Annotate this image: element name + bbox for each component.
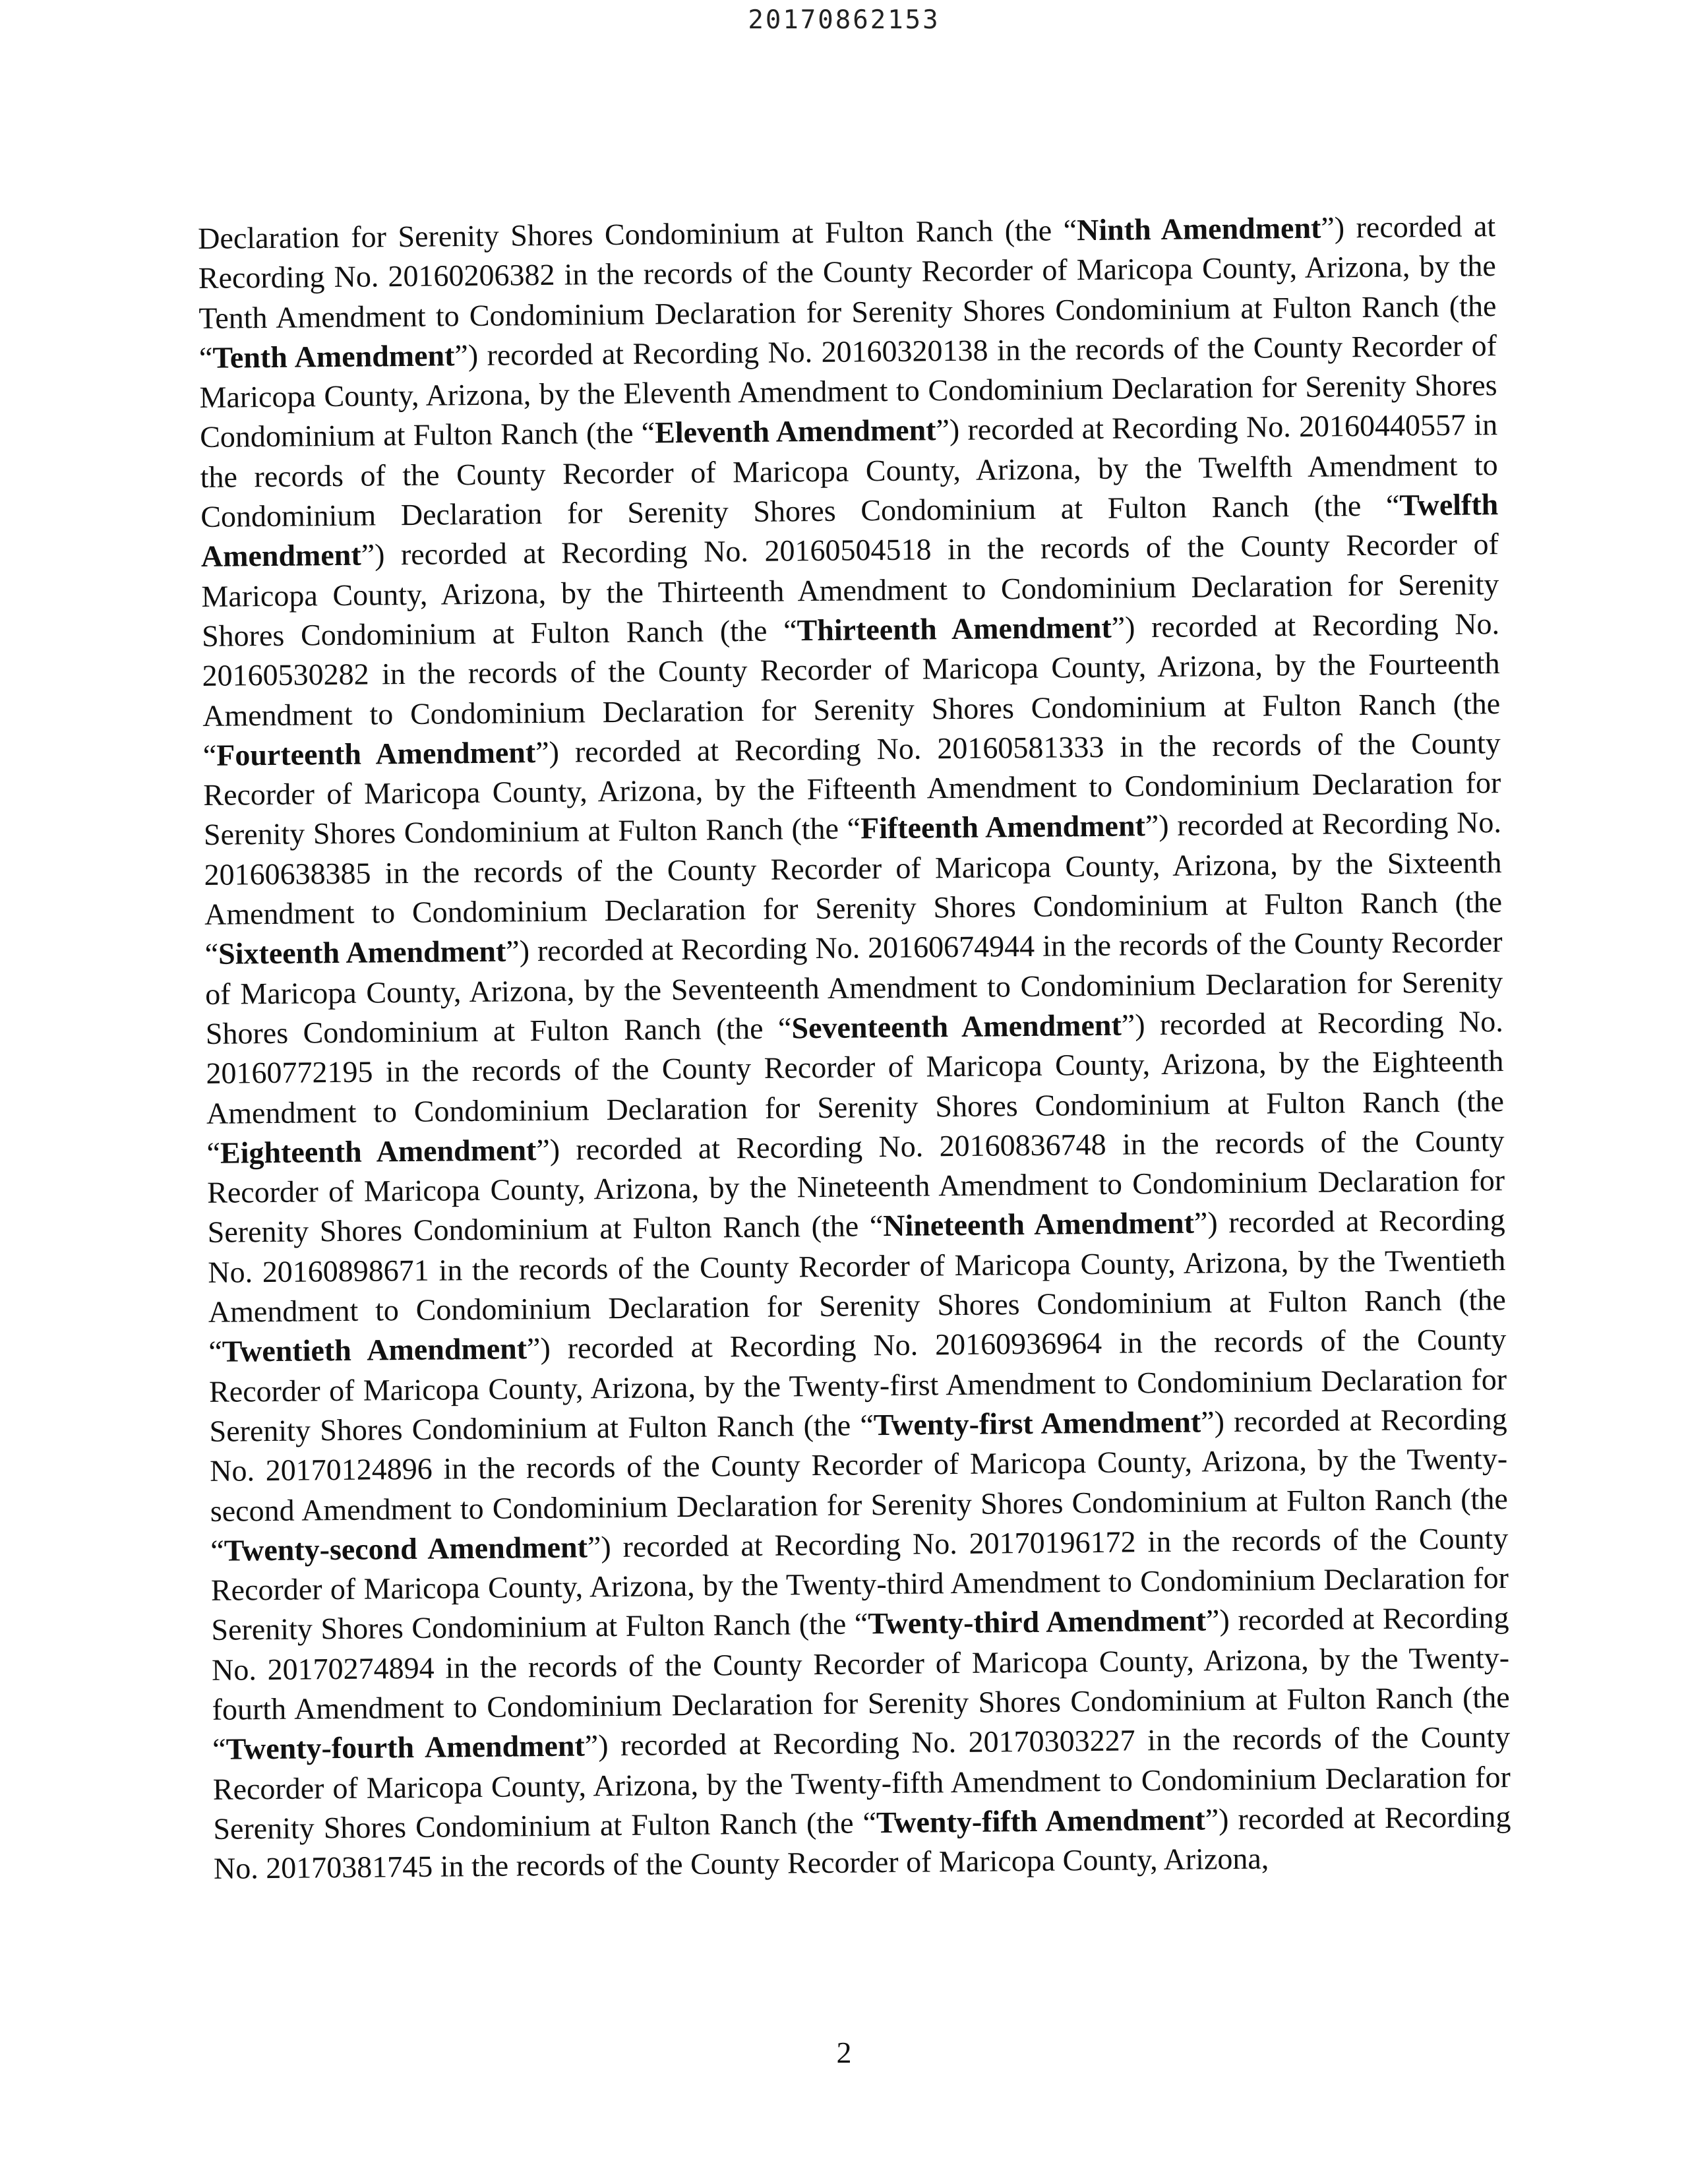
body-text-run: ”) recorded at Recording No. 20160206382 in the records of the County Recorder of Maricopa County, Arizona, by the Tenth Amendment to Condominium Declaration for Serenity Shores Condominium at Fulton Ranch (the “ [198, 209, 1497, 375]
defined-term: Twelfth Amendment [200, 487, 1499, 574]
defined-term: Eleventh Amendment [654, 413, 936, 450]
body-text-run: ”) recorded at Recording No. 20170381745 in the records of the County Recorder of Maricopa County, Arizona, [213, 1799, 1511, 1886]
body-text-run: Declaration for Serenity Shores Condominium at Fulton Ranch (the “ [198, 213, 1077, 255]
defined-term: Twenty-fifth Amendment [876, 1802, 1205, 1840]
body-text-run: ”) recorded at Recording No. 20170196172 in the records of the County Recorder of Maricopa County, Arizona, by the Twenty-third Amendment to Condominium Declaration for Serenity Shores Condominium at Fulton Ranch (the “ [210, 1521, 1509, 1647]
body-text-run: ”) recorded at Recording No. 20160772195 in the records of the County Recorder of Maricopa County, Arizona, by the Eighteenth Amendment to Condominium Declaration for Serenity Shores Condominium at Fulton Ranch (the “ [206, 1004, 1505, 1170]
page-number: 2 [836, 2036, 852, 2069]
body-text-run: ”) recorded at Recording No. 20160504518 in the records of the County Recorder of Maricopa County, Arizona, by the Thirteenth Amendment to Condominium Declaration for Serenity Shores Condominium at Fulton Ranch (the “ [201, 527, 1499, 653]
body-text-run: ”) recorded at Recording No. 20160638385 in the records of the County Recorder of Maricopa County, Arizona, by the Sixteenth Amendment to Condominium Declaration for Serenity Shores Condominium at Fulton Ranch (the “ [204, 805, 1503, 971]
body-text-run: ”) recorded at Recording No. 20170274894 in the records of the County Recorder of Maricopa County, Arizona, by the Twenty-fourth Amendment to Condominium Declaration for Serenity Shores Condominium at Fulton Ranch (the “ [211, 1600, 1510, 1767]
defined-term: Fourteenth Amendment [216, 735, 536, 772]
defined-term: Tenth Amendment [212, 338, 455, 375]
body-text-run: ”) recorded at Recording No. 20160898671 in the records of the County Recorder of Maricopa County, Arizona, by the Twentieth Amendment to Condominium Declaration for Serenity Shores Condominium at Fulton Ranch (the “ [208, 1203, 1507, 1369]
body-text-run: ”) recorded at Recording No. 20160674944 in the records of the County Recorder of Maricopa County, Arizona, by the Seventeenth Amendment to Condominium Declaration for Serenity Shores Condominium at Fulton Ranch (the “ [205, 925, 1503, 1050]
defined-term: Seventeenth Amendment [791, 1008, 1122, 1045]
body-text-run: ”) recorded at Recording No. 20160836748 in the records of the County Recorder of Maricopa County, Arizona, by the Nineteenth Amendment to Condominium Declaration for Serenity Shores Condominium at Fulton Ranch (the “ [206, 1123, 1505, 1250]
body-text-run: ”) recorded at Recording No. 20170303227 in the records of the County Recorder of Maricopa County, Arizona, by the Twenty-fifth Amendment to Condominium Declaration for Serenity Shores Condominium at Fulton Ranch (the “ [212, 1720, 1511, 1846]
defined-term: Twenty-second Amendment [224, 1530, 588, 1567]
recording-number-header: 20170862153 [748, 5, 940, 35]
defined-term: Sixteenth Amendment [218, 934, 506, 971]
defined-term: Twenty-fourth Amendment [226, 1728, 586, 1766]
body-text-run: ”) recorded at Recording No. 20160581333 in the records of the County Recorder of Maricopa County, Arizona, by the Fifteenth Amendment to Condominium Declaration for Serenity Shores Condominium at Fulton Ranch (the “ [203, 725, 1501, 852]
declaration-body-paragraph [198, 206, 1511, 1889]
body-text-run: ”) recorded at Recording No. 20160440557 in the records of the County Recorder of Maricopa County, Arizona, by the Twelfth Amendment to Condominium Declaration for Serenity Shores Condominium at Fulton Ranch (the “ [200, 408, 1498, 534]
defined-term: Nineteenth Amendment [883, 1205, 1195, 1243]
defined-term: Twenty-first Amendment [873, 1405, 1201, 1442]
defined-term: Thirteenth Amendment [797, 610, 1112, 648]
body-text-run: ”) recorded at Recording No. 20160320138 in the records of the County Recorder of Maricopa County, Arizona, by the Eleventh Amendment to Condominium Declaration for Serenity Shores Condominium at Fulton Ranch (the “ [199, 328, 1497, 454]
body-text-run: ”) recorded at Recording No. 20160936964 in the records of the County Recorder of Maricopa County, Arizona, by the Twenty-first Amendment to Condominium Declaration for Serenity Shores Condominium at Fulton Ranch (the “ [208, 1322, 1507, 1448]
body-text-run: ”) recorded at Recording No. 20160530282 in the records of the County Recorder of Maricopa County, Arizona, by the Fourteenth Amendment to Condominium Declaration for Serenity Shores Condominium at Fulton Ranch (the “ [202, 607, 1501, 772]
defined-term: Twenty-third Amendment [868, 1603, 1207, 1641]
defined-term: Eighteenth Amendment [220, 1132, 537, 1170]
defined-term: Ninth Amendment [1076, 210, 1321, 247]
defined-term: Fifteenth Amendment [860, 808, 1146, 845]
body-text-run: ”) recorded at Recording No. 20170124896 in the records of the County Recorder of Maricopa County, Arizona, by the Twenty-second Amendment to Condominium Declaration for Serenity Shores Condominium at Fulton Ranch (the “ [209, 1401, 1508, 1567]
defined-term: Twentieth Amendment [222, 1331, 528, 1369]
